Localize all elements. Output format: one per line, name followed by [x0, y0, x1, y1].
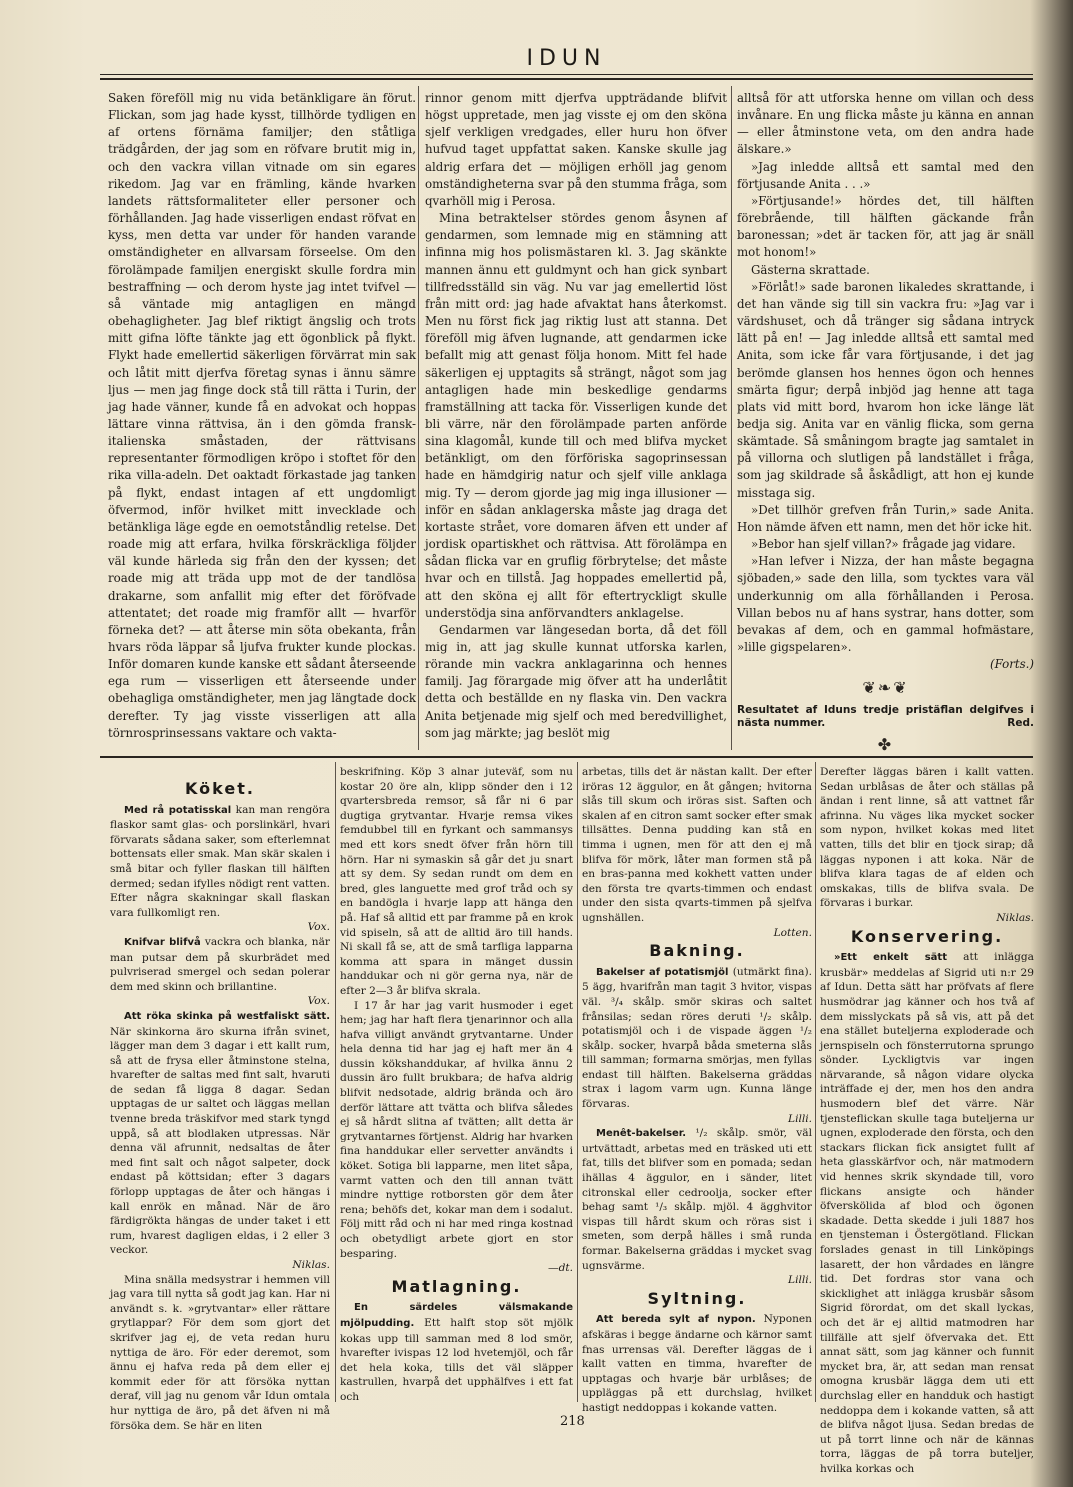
story-paragraph: rinnor genom mitt djerfva uppträdande blifvit högst uppretade, men jag visste ej om den sköna sjelf verkligen vredgades, eller huru hon öfver hufvud taget uppfattat saken. Kanske skulle jag aldrig erfara det — möjligen erhöll jag genom omständigheterna svar på den stumma fråga, som qvarhöll mig i Perosa.	[425, 91, 727, 208]
masthead	[100, 44, 1033, 80]
item-text: beskrifning. Köp 3 alnar juteväf, som nu kostar 20 öre aln, klipp sönder den i 12 qvartersbreda remsor, så får ni 6 par dugtiga grytvantar. Hvarje remsa vikes femdubbel till en fyrkant och sammansys med ett kors snedt öfver från hörn till hörn. Har ni symaskin så går det ju snart att sy dem. Sy sedan rundt om dem en bred, gles languette med grof tråd och sy en bandögla i hvarje lapp att hänga den på. Haf så alltid ett par framme på en krok vid spiseln, så att de alltid äro till hands. Ni skall få se, att de små tarfliga lapparna komma att spara in mänget dussin handdukar och ni gör gerna nya, när de efter 2—3 år blifva skrala.	[340, 766, 573, 997]
section-title-koket: Köket.	[185, 779, 255, 798]
item-signature: Vox.	[307, 921, 330, 934]
contest-notice	[737, 704, 1034, 730]
story-paragraph: alltså för att utforska henne om villan och dess invånare. En ung flicka måste ju känna en annan — eller åtminstone veta, om den andra hade älskare.»	[737, 91, 1034, 157]
item-text: När skinkorna äro skurna ifrån svinet, lägger man dem 3 dagar i ett kallt rum, så att de frysa eller åtminstone stelna, hvarefter de saltas med fint salt, hvaruti de sedan få ligga 8 dagar. Sedan upptagas de ur saltet och läggas mellan tvenne breda träskifvor med stark tyngd uppå, så att blodlaken utpressas. När denna väl afrunnit, nedsaltas de åter med fint salt och något salpeter, dock endast på köttsidan; efter 3 dagars förlopp upptagas de åter och hängas i kall enrök en månad. När de äro färdigrökta hängas de under taket i ett rum, hvarest dagligen eldas, i 2 eller 3 veckor.	[110, 1025, 330, 1257]
section-title-bakning: Bakning.	[649, 941, 745, 961]
baking-column	[582, 765, 812, 1414]
story-paragraph: Gendarmen var längesedan borta, då det föll mig in, att jag skulle kunnat utforska karlen, rörande min vackra anklagarinna och hennes familj. Jag förargade mig öfver att ha underlåtit detta och beställde en ny flaska vin. Den vackra Anita betjenade mig sjelf och med beredvillighet, som jag märkte; jag beslöt mig	[425, 622, 727, 740]
section-title-konservering: Konservering.	[850, 926, 1004, 946]
story-column-1	[108, 90, 416, 750]
story-paragraph: »Han lefver i Nizza, der han måste begagna sjöbaden,» sade den lilla, som tycktes vara väl underkunnig om alla förhållanden i Perosa. Villan bebos nu af hans systrar, hans dotter, som bevakas af dem, och en gammal hofmästare, »lille gigspelaren».	[737, 554, 1034, 654]
item-text: ¹/₂ skålp. smör, väl urtvättadt, arbetas med en träsked uti ett fat, tills det blifver som en pomada; sedan ihällas 4 äggulor, en i sänder, litet citronskal eller cedroolja, socker efter behag samt ¹/₃ skålp. mjöl. 4 ägghvitor vispas till hårdt skum och röras sist i smeten, som derpå hälles i små runda formar. Bakelserna gräddas i mycket svag ugnsvärme.	[582, 1127, 812, 1272]
item-text: vackra och blanka, när man putsar dem på skurbrädet med pulvriserad smergel och sedan polerar dem med skinn och brillantine.	[110, 935, 330, 993]
masthead-rule	[100, 74, 1033, 75]
item-text: Derefter läggas bären i kallt vatten. Sedan urblåsas de åter och ställas på ändan i rent linne, så att vattnet får afrinna. Nu väges lika mycket socker som nypon, hvilket kokas med litet vatten, tills det blir en tjock sirap; då läggas nyponen i att koka. När de blifva klara tagas de af elden och omskakas, tills de blifva svala. De förvaras i burkar.	[820, 766, 1034, 910]
item-lead: Att bereda sylt af nypon.	[596, 1314, 756, 1326]
notice-text: Resultatet af Iduns tredje pristäflan delgifves i nästa nummer.	[737, 704, 1034, 730]
story-paragraph: Gästerna skrattade.	[751, 262, 870, 277]
item-signature: Lotten.	[773, 926, 812, 939]
notice-sign: Red.	[1007, 717, 1034, 730]
preserving-column	[820, 765, 1034, 1475]
story-paragraph: »Bebor han sjelf villan?» frågade jag vidare.	[751, 537, 1016, 552]
item-lead: Menêt-bakelser.	[596, 1128, 687, 1140]
story-paragraph: Saken föreföll mig nu vida betänkligare än förut. Flickan, som jag hade kysst, tillhörde tydligen en af ortens förnäma familjer; den ståtliga trädgården, der jag som en röfvare brutit mig in, och den vackra villan vitnade om sin egares rikedom. Jag var en främling, kände hvarken landets rättsformaliteter eller personer och förhållanden. Jag hade visserligen endast röfvat en kyss, men detta var under för handen varande omständigheter en allvarsam förseelse. Om den förolämpade familjen energiskt skulle fordra min bestraffning — och derom hyste jag intet tvifvel — så väntade mig antagligen en mängd obehagligheter. Jag blef riktigt ängslig och trots mitt gifna löfte tänkte jag ett ögonblick på flykt. Flykt hade emellertid säkerligen förvärrat min sak och låtit mitt djerfva företag synas i ännu sämre ljus — men jag finge dock stå till rätta i Turin, der jag hade vänner, kunde få en advokat och hoppas lättare vinna rättvisa, än i den gömda fransk-italienska småstaden, der rättvisans representanter förmodligen kröpo i stoftet för den rika villa-adeln. Det oaktadt förkastade jag tanken på flykt, endast intagen af ett ungdomligt öfvermod, inför hvilket mitt invecklade och betänkliga läge egde en oemotståndlig retelse. Det roade mig att erfara, hvilka förskräckliga följder väl kunde härleda sig från den der kyssen; det roade mig att träda upp mot de der tandlösa drakarne, som anfallit mig efter det föröfvade attentatet; det roade mig framför allt — hvarför förneka det? — att återse min söta obekanta, från hvars röda läppar så ljufva frukter kunde plockas. Inför domaren kunde kanske ett sådant återseende ega rum — visserligen ett återseende under obehagliga omständigheter, men jag längtade dock derefter. Ty jag visste visserligen att alla törnrosprinsessans vaktare och vakta-	[108, 91, 416, 740]
story-paragraph: »Jag inledde alltså ett samtal med den förtjusande Anita . . .»	[737, 159, 1034, 191]
item-lead: Bakelser af potatismjöl	[596, 966, 729, 978]
item-signature: Lilli.	[788, 1112, 812, 1125]
story-paragraph: »Förtjusande!» hördes det, till hälften förebrående, till hälften gäckande från baronessan; »det är tacken för, att jag är snäll mot honom!»	[737, 193, 1034, 260]
item-lead: Med rå potatisskal	[124, 804, 232, 816]
item-text: I 17 år har jag varit husmoder i eget hem; jag har haft flera tjenarinnor och alla hafva villigt användt grytvantarne. Under hela denna tid har jag ej haft mer än 4 dussin kökshanddukar, af hvilka ännu 2 dussin äro fullt brukbara; de hafva aldrig blifvit nedsotade, aldrig brända och äro derför lättare att tvätta och blifva således ej så hårdt slitna af tvätten; allt detta är grytvantarnes förtjenst. Aldrig har hvarken fina handdukar eller servetter användts i köket. Sotiga bli lapparne, men litet såpa, varmt vatten och den till annan tvätt mindre nyttige rotborsten gör dem åter rena; behöfs det, kokar man dem i sodalut. Följ mitt råd och ni har med ringa kostnad och obetydligt arbete gjort en stor besparing.	[340, 999, 573, 1260]
kitchen-column	[110, 778, 330, 1432]
item-text: Mina snälla medsystrar i hemmen vill jag vara till nytta så godt jag kan. Har ni användt s. k. »grytvantar» eller rättare grytlappar? För dem som gjort det skrifver jag ej, de veta redan huru nyttiga de äro. För eder deremot, som ännu ej hafva reda på dem eller ej kommit eder för att försöka nyttan deraf, vill jag nu genom vår Idun omtala hur nyttiga de äro, på det äfven ni må försöka dem. Se här en liten	[110, 1273, 330, 1432]
column-divider	[815, 762, 816, 1402]
item-text: att inlägga krusbär» meddelas af Sigrid uti n:r 29 af Idun. Detta sätt har pröfvats af flere husmödrar jag känner och hos två af dem misslyckats på så vis, att på det ena stället buteljerna exploderade och jernspiseln och fönsterrutorna sprungo sönder. Lyckligtvis var ingen närvarande, så någon vidare olycka inträffade ej der, men hos den andra husmodern blef det värre. När tjensteflickan skulle taga buteljerna ur ugnen, exploderade den första, och den stackars flickan fick ansigtet fullt af heta glasskärfvor och, när matmodern vid hennes skrik skyndade till, voro flickans ansigte och händer öfverskölida af blod och ögonen skadade. Detta skedde i juli 1887 hos en tjensteman i Östergötland. Flickan forslades genast in till Linköpings lasarett, der hon vårdades en längre tid. Det fordras stor vana och skicklighet att inlägga krusbär såsom Sigrid förordat, om det skall lyckas, och det är ej alltid matmodren har tillfälle att sjelf öfvervaka det. Ett annat sätt, som jag känner och funnit mycket bra, är, att sedan man rensat omogna krusbär lägga dem uti ett durchslag eller en handduk och hastigt neddoppa dem i kokande vatten, så att de blifva något ljusa. Sedan bredas de ut på torrt linne och när de kännas torra, läggas de på torra buteljer, hvilka korkas och	[820, 951, 1034, 1475]
story-paragraph: »Förlåt!» sade baronen likaledes skrattande, i det han vände sig till sin vackra fru: »Jag var i värdshuset, och då tränger sig sådana intryck lätt på en! — Jag inledde alltså ett samtal med Anita, som icke får vara förtjusande, i det jag berömde glansen hos hennes ögon och hennes smärta figur; derpå inbjöd jag henne att taga plats vid mitt bord, hvarom hon icke länge lät bedja sig. Anita var en vänlig flicka, som gerna skämtade. Så småningom bragte jag samtalet in på villorna och slutligen på landstället i fråga, som jag skildrade så åskådligt, att hon ej kunde misstaga sig.	[737, 279, 1034, 500]
ornament-icon: ✤	[877, 735, 894, 755]
story-paragraph: »Det tillhör grefven från Turin,» sade Anita. Hon nämde äfven ett namn, men det hör icke hit.	[737, 502, 1034, 534]
ornament-icon: ❦❧❦	[862, 678, 909, 698]
item-signature: Niklas.	[292, 1259, 330, 1271]
item-lead: »Ett enkelt sätt	[834, 952, 947, 964]
column-divider	[335, 762, 336, 1402]
item-lead: En särdeles välsmakande mjölpudding.	[340, 1302, 573, 1329]
story-column-2	[425, 90, 727, 750]
column-divider	[731, 86, 732, 750]
item-text: (utmärkt fina). 5 ägg, hvarifrån man tagit 3 hvitor, vispas väl. ³/₄ skålp. smör skiras och saltet frånsilas; sedan röres deruti ¹/₂ skålp. potatismjöl och i de vispade äggen ¹/₂ skålp. socker, hvarpå båda smeterna slås till samman; formarna smörjas, men fyllas endast till hälften. Bakelserna gräddas strax i lagom varm ugn. Kunna länge förvaras.	[582, 965, 812, 1111]
continued-note: (Forts.)	[989, 657, 1034, 672]
section-divider	[100, 756, 1033, 758]
item-signature: Lilli.	[788, 1274, 812, 1287]
column-divider	[577, 762, 578, 1402]
item-text: kan man rengöra flaskor samt glas- och porslinkärl, hvari förvarats sådana saker, som efterlemnat bottensats eller smak. Man skär skalen i små bitar och fyller flaskan till hälften dermed; sedan ifylles nödigt rent vatten. Efter några skakningar skall flaskan vara fullkomligt ren.	[110, 803, 330, 919]
item-text: Ett halft stop söt mjölk kokas upp till samman med 8 lod smör, hvarefter ivispas 12 lod hvetemjöl, och får det hela koka, tills det väl släpper kastrullen, hvarpå det upphälfves i ett fat och	[340, 1316, 573, 1403]
item-signature: —dt.	[548, 1262, 573, 1275]
column-divider	[418, 86, 419, 750]
item-signature: Vox.	[307, 995, 330, 1008]
publication-title: IDUN	[526, 46, 607, 71]
item-lead: Knifvar blifvå	[124, 936, 201, 948]
section-title-matlagning: Matlagning.	[391, 1276, 522, 1296]
page-number: 218	[560, 1414, 585, 1429]
item-signature: Niklas.	[996, 911, 1034, 924]
story-column-3	[737, 90, 1034, 755]
item-text: arbetas, tills det är nästan kallt. Der efter iröras 12 äggulor, en åt gången; hvitorna slås till skum och iröras sist. Saften och skalen af en citron samt socker efter smak tillsättes. Denna pudding kan stå en timma i ugnen, men för att den ej må blifva för mörk, låter man formen stå på en bras-panna med kokhett vatten under den första tre qvarts-timmen och endast under den sista qvarts-timmen på sjelfva ugnshällen.	[582, 766, 812, 924]
kitchen-column-2	[340, 765, 573, 1403]
item-lead: Att röka skinka på westfaliskt sätt.	[124, 1010, 330, 1022]
section-title-syltning: Syltning.	[647, 1288, 747, 1308]
story-paragraph: Mina betraktelser stördes genom åsynen af gendarmen, som lemnade mig en stämning att infinna mig hos polismästaren kl. 3. Jag skänkte mannen ännu ett guldmynt och han gick synbart tillfredsställd sin väg. Nu var jag emellertid löst från mitt ord: jag hade afvaktat hans återkomst. Men nu först fick jag riktig lust att stanna. Det föreföll mig äfven lugnande, att gendarmen icke befallt mig att genast följa honom. Mitt fel hade säkerligen ej upptagits så strängt, något som jag antagligen hade min beskedlige gendarms framställning att tacka för. Visserligen kunde det bli värre, när den förolämpade parten anförde sina klagomål, kunde till och med blifva mycket betänkligt, om den förföriska sagoprinsessan hade en hämdgirig natur och sjelf ville anklaga mig. Ty — derom gjorde jag mig inga illusioner — inför en sådan anklagerska måste jag draga det kortaste strået, vore domaren äfven ett under af jordisk opartiskhet och rättvisa. Att förolämpa en sådan flicka var en gruflig förbrytelse; det måste hvar och en tillstå. Jag hoppades emellertid på, att den sköna ej allt för eftertryckligt skulle understödja sina anförvandters anklagelse.	[425, 211, 727, 620]
item-text: Nyponen afskäras i begge ändarne och kärnor samt fnas urrensas väl. Derefter läggas de i kallt vatten en timma, hvarefter de upptagas och hvarje bär urblåses; de uppläggas på ett durchslag, hvilket hastigt neddoppas i kokande vatten.	[582, 1313, 812, 1414]
